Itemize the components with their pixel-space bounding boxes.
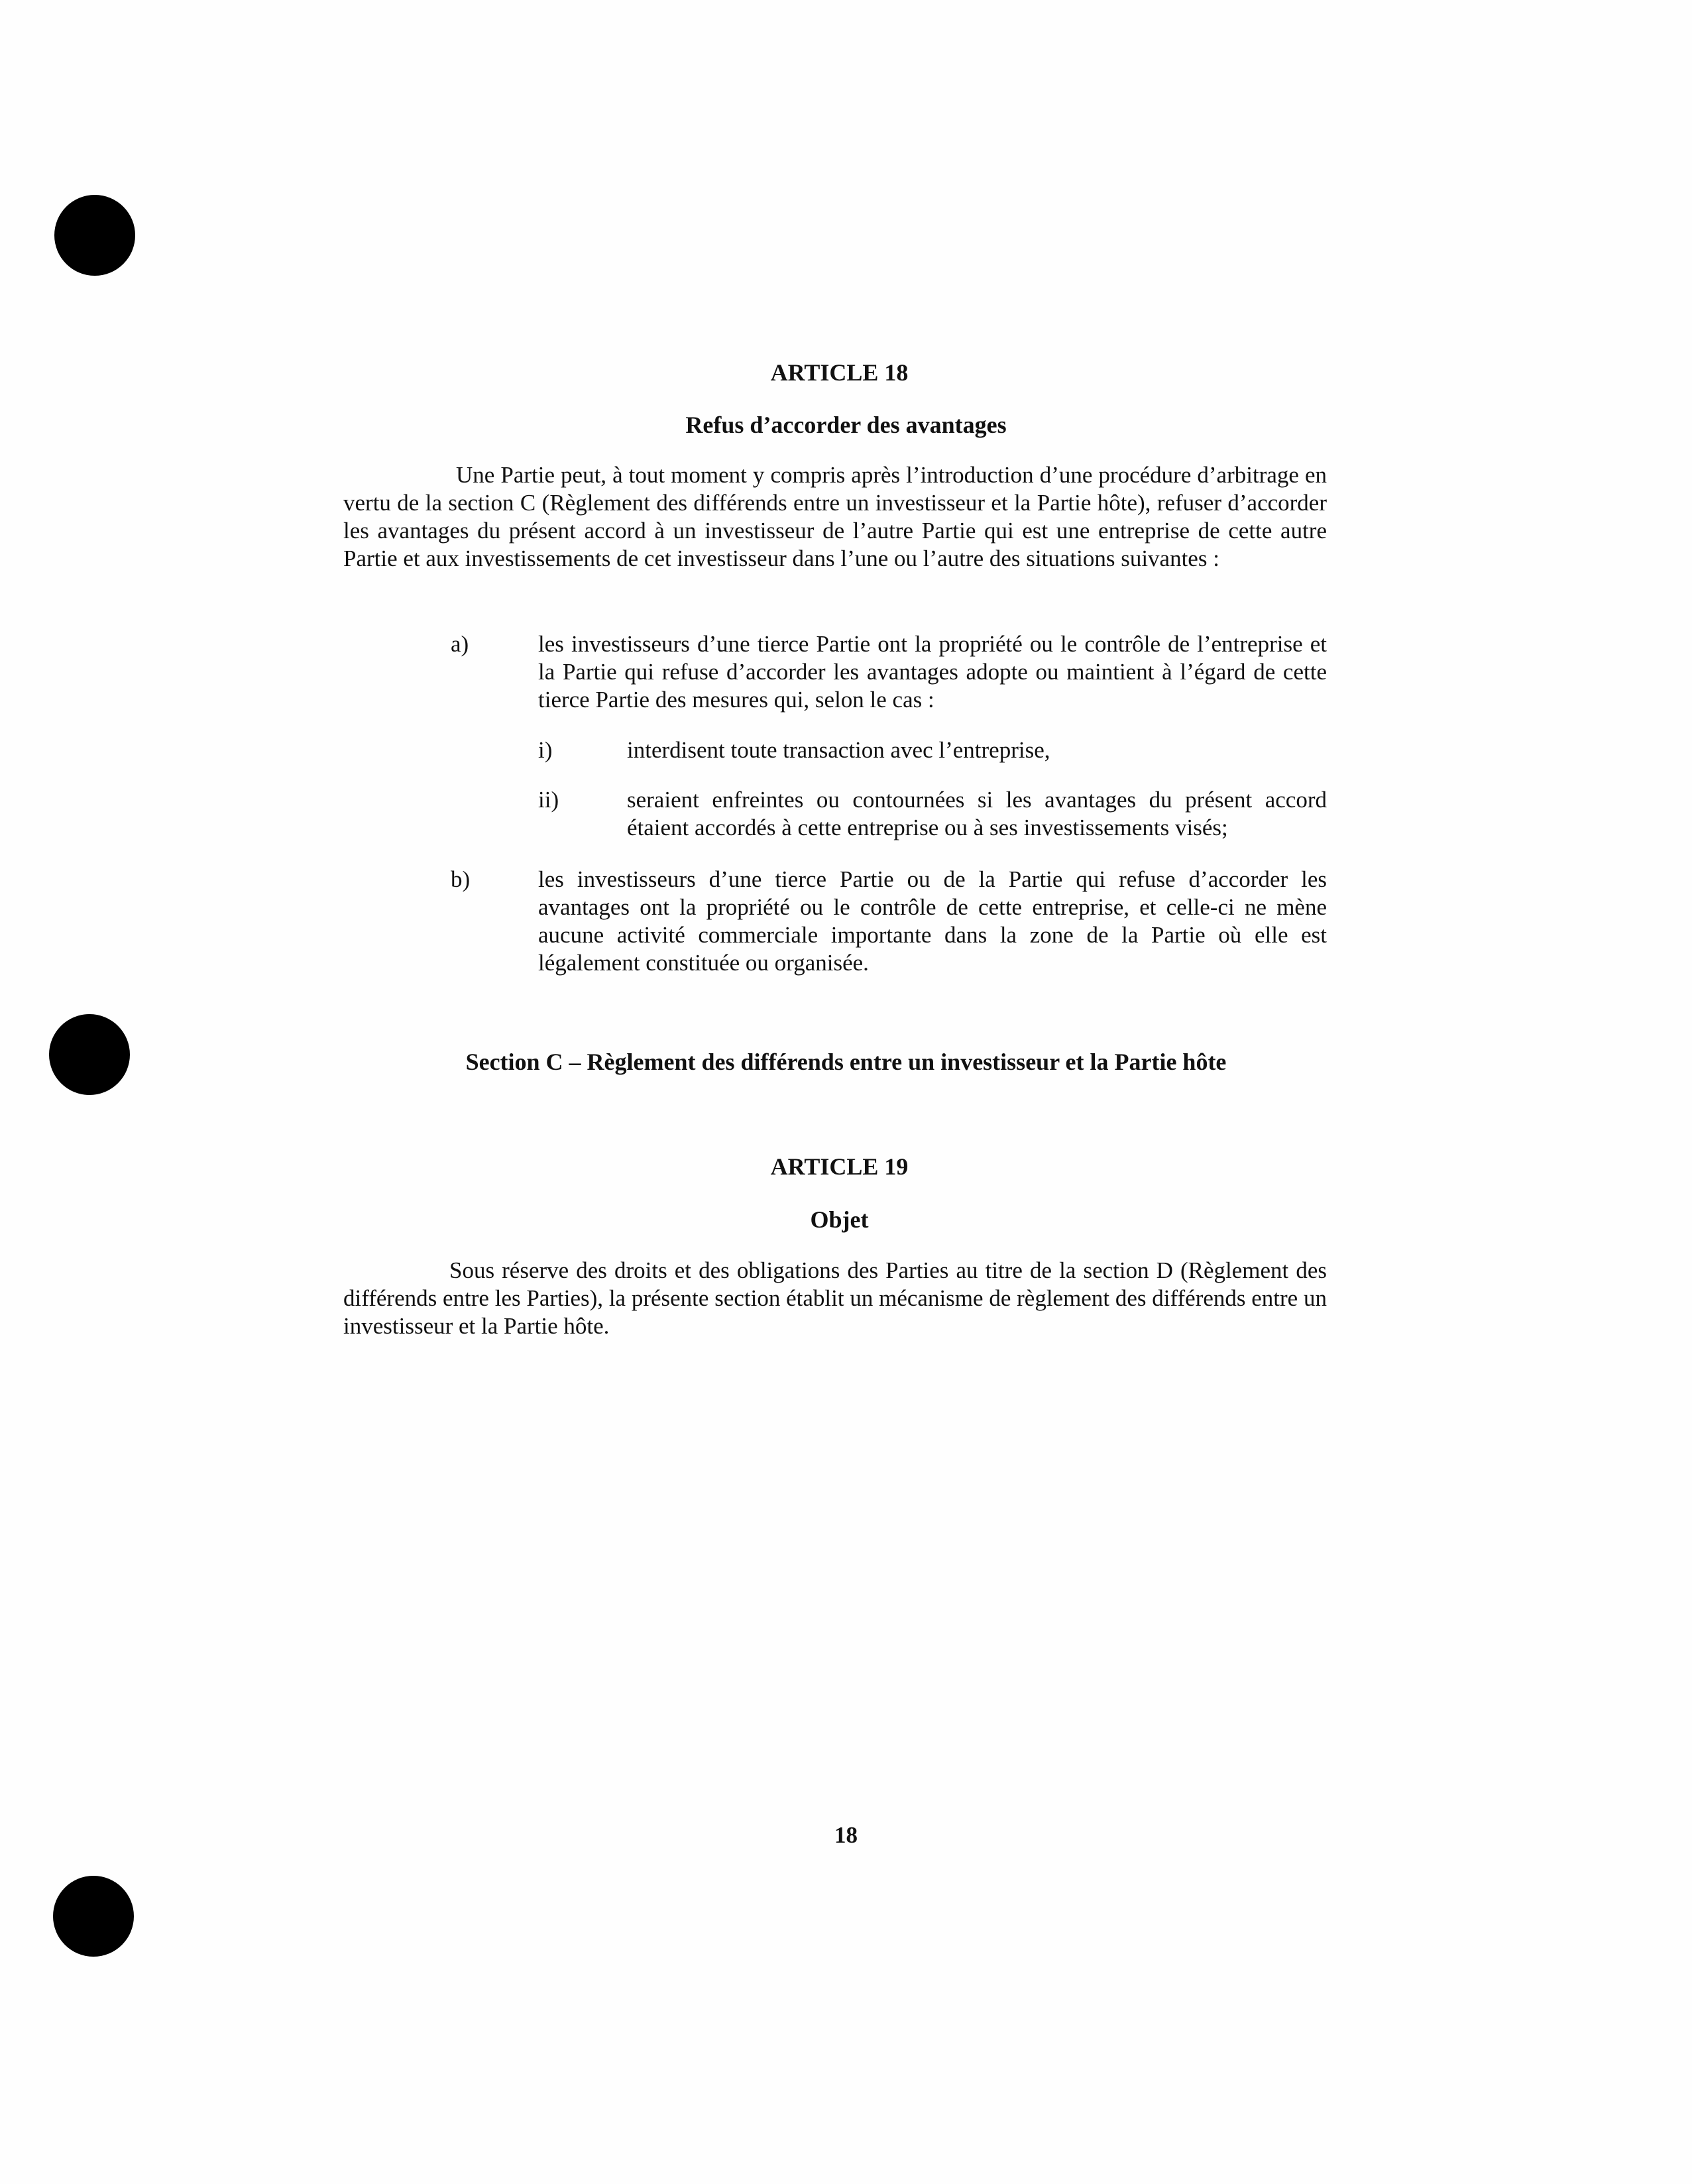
article-18-title: ARTICLE 18 [770,359,909,386]
page-number: 18 [834,1822,858,1848]
sublist-item-i-text: interdisent toute transaction avec l’entreprise, [627,737,1050,763]
list-marker-a: a) [451,631,469,657]
section-c-heading: Section C – Règlement des différends entre un investisseur et la Partie hôte [465,1049,1227,1075]
article-18-subtitle: Refus d’accorder des avantages [685,412,1007,438]
article-19-body-paragraph: Sous réserve des droits et des obligations des Parties au titre de la section D (Règlement des différends entre les Parties), la présente section établit un mécanisme de règlement des différends entre un investisseur et la Partie hôte. [343,1257,1327,1339]
article-19-title: ARTICLE 19 [770,1153,909,1180]
list-marker-b: b) [451,866,471,892]
article-19-subtitle: Objet [810,1206,869,1233]
sublist-marker-i: i) [538,737,553,763]
sublist-item-ii-text: seraient enfreintes ou contournées si les avantages du présent accord étaient accordés à cette entreprise ou à ses investissements visés; [627,787,1327,840]
sublist-marker-ii: ii) [538,787,559,813]
list-item-b-text: les investisseurs d’une tierce Partie ou de la Partie qui refuse d’accorder les avantages ont la propriété ou le contrôle de cette entreprise, et celle-ci ne mène aucune activité commerciale importante dans la zone de la Partie où elle est légalement constituée ou organisée. [538,866,1327,976]
list-item-a-text: les investisseurs d’une tierce Partie ont la propriété ou le contrôle de l’entreprise et la Partie qui refuse d’accorder les avantages adopte ou maintient à l’égard de cette tierce Partie des mesures qui, selon le cas : [538,631,1327,713]
punch-hole [54,195,135,276]
punch-hole [53,1876,134,1957]
article-18-intro-paragraph: Une Partie peut, à tout moment y compris après l’introduction d’une procédure d’arbitrage en vertu de la section C (Règlement des différends entre un investisseur et la Partie hôte), refuser d’accorder les avantages du présent accord à un investisseur de l’autre Partie qui est une entreprise de cette autre Partie et aux investissements de cet investisseur dans l’une ou l’autre des situations suivantes : [343,462,1327,571]
